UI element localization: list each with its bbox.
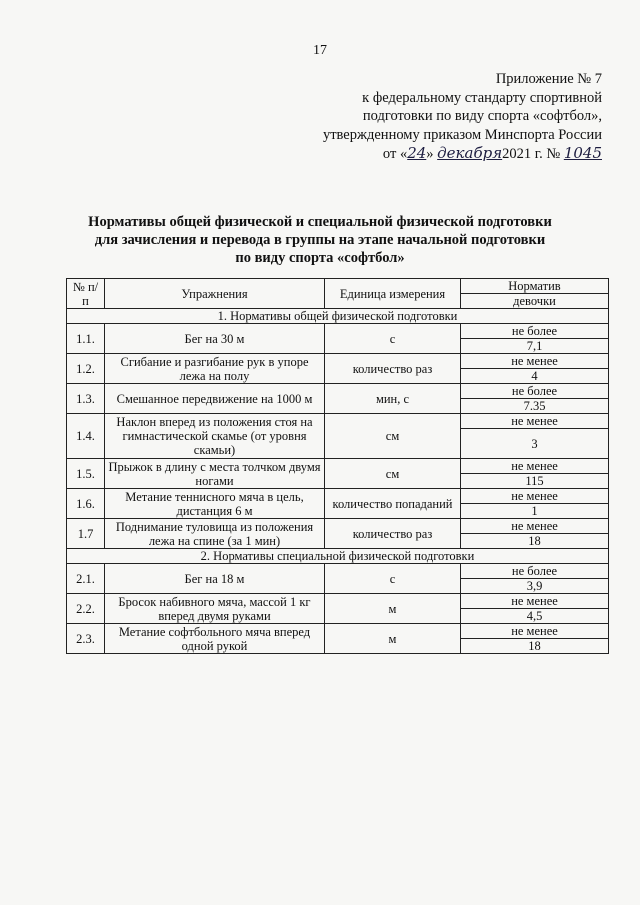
cell-value: 7,1 bbox=[461, 339, 609, 354]
table-row bbox=[67, 519, 609, 534]
header-num: № п/п bbox=[67, 279, 105, 309]
cell-exercise: Сгибание и разгибание рук в упоре лежа на полу bbox=[105, 354, 325, 384]
table-header-row bbox=[67, 279, 609, 294]
appendix-date-line bbox=[323, 144, 602, 164]
cell-exercise: Поднимание туловища из положения лежа на спине (за 1 мин) bbox=[105, 519, 325, 549]
cell-condition: не менее bbox=[461, 594, 609, 609]
cell-value: 18 bbox=[461, 534, 609, 549]
cell-value: 7.35 bbox=[461, 399, 609, 414]
header-exercise: Упражнения bbox=[105, 279, 325, 309]
cell-value: 18 bbox=[461, 639, 609, 654]
title-line: по виду спорта «софтбол» bbox=[235, 250, 405, 266]
section-title: 2. Нормативы специальной физической подготовки bbox=[67, 549, 609, 564]
header-girls: девочки bbox=[461, 294, 609, 309]
cell-exercise: Прыжок в длину с места толчком двумя ногами bbox=[105, 459, 325, 489]
cell-condition: не более bbox=[461, 384, 609, 399]
header-unit: Единица измерения bbox=[325, 279, 461, 309]
header-norm: Норматив bbox=[461, 279, 609, 294]
table-row bbox=[67, 384, 609, 399]
cell-exercise: Метание теннисного мяча в цель, дистанция 6 м bbox=[105, 489, 325, 519]
cell-value: 115 bbox=[461, 474, 609, 489]
cell-num: 1.4. bbox=[67, 414, 105, 459]
cell-num: 2.1. bbox=[67, 564, 105, 594]
cell-unit: количество раз bbox=[325, 354, 461, 384]
section-row bbox=[67, 549, 609, 564]
cell-num: 2.2. bbox=[67, 594, 105, 624]
title-line: для зачисления и перевода в группы на этапе начальной подготовки bbox=[94, 232, 546, 248]
appendix-line: к федеральному стандарту спортивной bbox=[362, 89, 602, 106]
title-line: Нормативы общей физической и специальной физической подготовки bbox=[88, 214, 552, 230]
table-row bbox=[67, 624, 609, 639]
cell-value: 4 bbox=[461, 369, 609, 384]
cell-num: 1.2. bbox=[67, 354, 105, 384]
table-row bbox=[67, 324, 609, 339]
date-mid: » bbox=[426, 146, 434, 162]
handwritten-number: 1045 bbox=[563, 144, 602, 162]
cell-num: 1.5. bbox=[67, 459, 105, 489]
cell-value: 3 bbox=[461, 429, 609, 459]
cell-unit: см bbox=[325, 414, 461, 459]
table-row bbox=[67, 594, 609, 609]
cell-condition: не менее bbox=[461, 414, 609, 429]
cell-condition: не более bbox=[461, 564, 609, 579]
appendix-line: утвержденному приказом Минспорта России bbox=[322, 126, 602, 143]
table-row bbox=[67, 564, 609, 579]
appendix-header bbox=[323, 70, 602, 164]
appendix-title: Приложение № 7 bbox=[495, 71, 602, 87]
table-row bbox=[67, 489, 609, 504]
cell-value: 1 bbox=[461, 504, 609, 519]
cell-unit: с bbox=[325, 564, 461, 594]
cell-exercise: Бег на 30 м bbox=[105, 324, 325, 354]
cell-unit: мин, с bbox=[325, 384, 461, 414]
cell-exercise: Бег на 18 м bbox=[105, 564, 325, 594]
cell-exercise: Наклон вперед из положения стоя на гимнастической скамье (от уровня скамьи) bbox=[105, 414, 325, 459]
cell-num: 1.1. bbox=[67, 324, 105, 354]
cell-exercise: Метание софтбольного мяча вперед одной рукой bbox=[105, 624, 325, 654]
cell-condition: не менее bbox=[461, 489, 609, 504]
cell-condition: не менее bbox=[461, 459, 609, 474]
table-row bbox=[67, 414, 609, 429]
appendix-line: подготовки по виду спорта «софтбол», bbox=[362, 108, 602, 124]
cell-num: 2.3. bbox=[67, 624, 105, 654]
table-row bbox=[67, 459, 609, 474]
cell-condition: не менее bbox=[461, 624, 609, 639]
cell-unit: с bbox=[325, 324, 461, 354]
cell-num: 1.7 bbox=[67, 519, 105, 549]
cell-condition: не менее bbox=[461, 519, 609, 534]
cell-num: 1.3. bbox=[67, 384, 105, 414]
date-prefix: от « bbox=[382, 146, 408, 162]
table-row bbox=[67, 354, 609, 369]
cell-condition: не менее bbox=[461, 354, 609, 369]
handwritten-month: декабря bbox=[437, 144, 503, 162]
cell-unit: см bbox=[325, 459, 461, 489]
document-title bbox=[0, 213, 640, 267]
cell-unit: м bbox=[325, 624, 461, 654]
date-year: 2021 г. № bbox=[502, 146, 561, 162]
cell-exercise: Бросок набивного мяча, массой 1 кг вперед двумя руками bbox=[105, 594, 325, 624]
cell-num: 1.6. bbox=[67, 489, 105, 519]
page-number: 17 bbox=[313, 43, 327, 58]
section-row bbox=[67, 309, 609, 324]
cell-value: 4,5 bbox=[461, 609, 609, 624]
norms-table bbox=[66, 278, 609, 654]
handwritten-day: 24 bbox=[407, 144, 427, 162]
cell-unit: количество раз bbox=[325, 519, 461, 549]
cell-unit: м bbox=[325, 594, 461, 624]
cell-condition: не более bbox=[461, 324, 609, 339]
cell-exercise: Смешанное передвижение на 1000 м bbox=[105, 384, 325, 414]
cell-unit: количество попаданий bbox=[325, 489, 461, 519]
cell-value: 3,9 bbox=[461, 579, 609, 594]
section-title: 1. Нормативы общей физической подготовки bbox=[67, 309, 609, 324]
